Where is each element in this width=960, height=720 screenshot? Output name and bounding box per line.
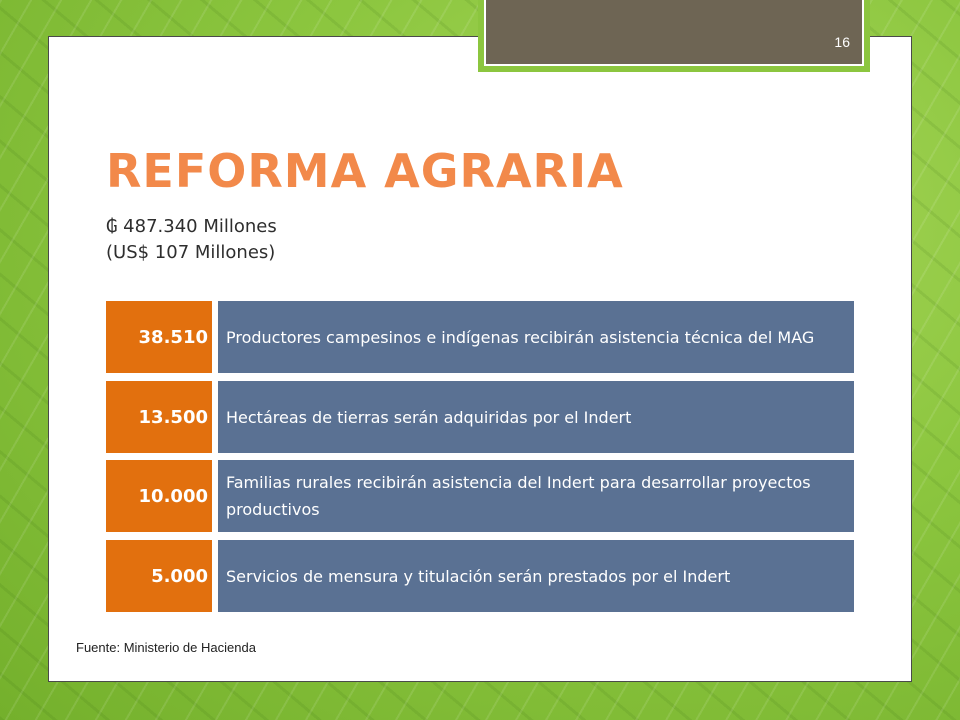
slide-number-tab [478, 0, 870, 72]
budget-amount-usd: (US$ 107 Millones) [106, 242, 276, 263]
stat-description: Hectáreas de tierras serán adquiridas por el Indert [218, 381, 854, 453]
slide-number-tab-inner [484, 0, 864, 66]
stat-description: Productores campesinos e indígenas recibirán asistencia técnica del MAG [218, 301, 854, 373]
stat-row [106, 460, 854, 532]
stat-row [106, 381, 854, 453]
source-note: Fuente: Ministerio de Hacienda [76, 640, 256, 655]
budget-amount-guaranies: ₲ 487.340 Millones [106, 216, 277, 237]
stat-row [106, 301, 854, 373]
stat-description: Familias rurales recibirán asistencia del Indert para desarrollar proyectos productivos [218, 460, 854, 532]
slide-title: REFORMA AGRARIA [106, 144, 624, 198]
slide-number: 16 [834, 34, 850, 50]
stat-value: 5.000 [106, 540, 212, 612]
stat-row [106, 540, 854, 612]
stat-value: 38.510 [106, 301, 212, 373]
stat-value: 13.500 [106, 381, 212, 453]
budget-amount [106, 214, 277, 266]
stat-description: Servicios de mensura y titulación serán prestados por el Indert [218, 540, 854, 612]
stat-value: 10.000 [106, 460, 212, 532]
